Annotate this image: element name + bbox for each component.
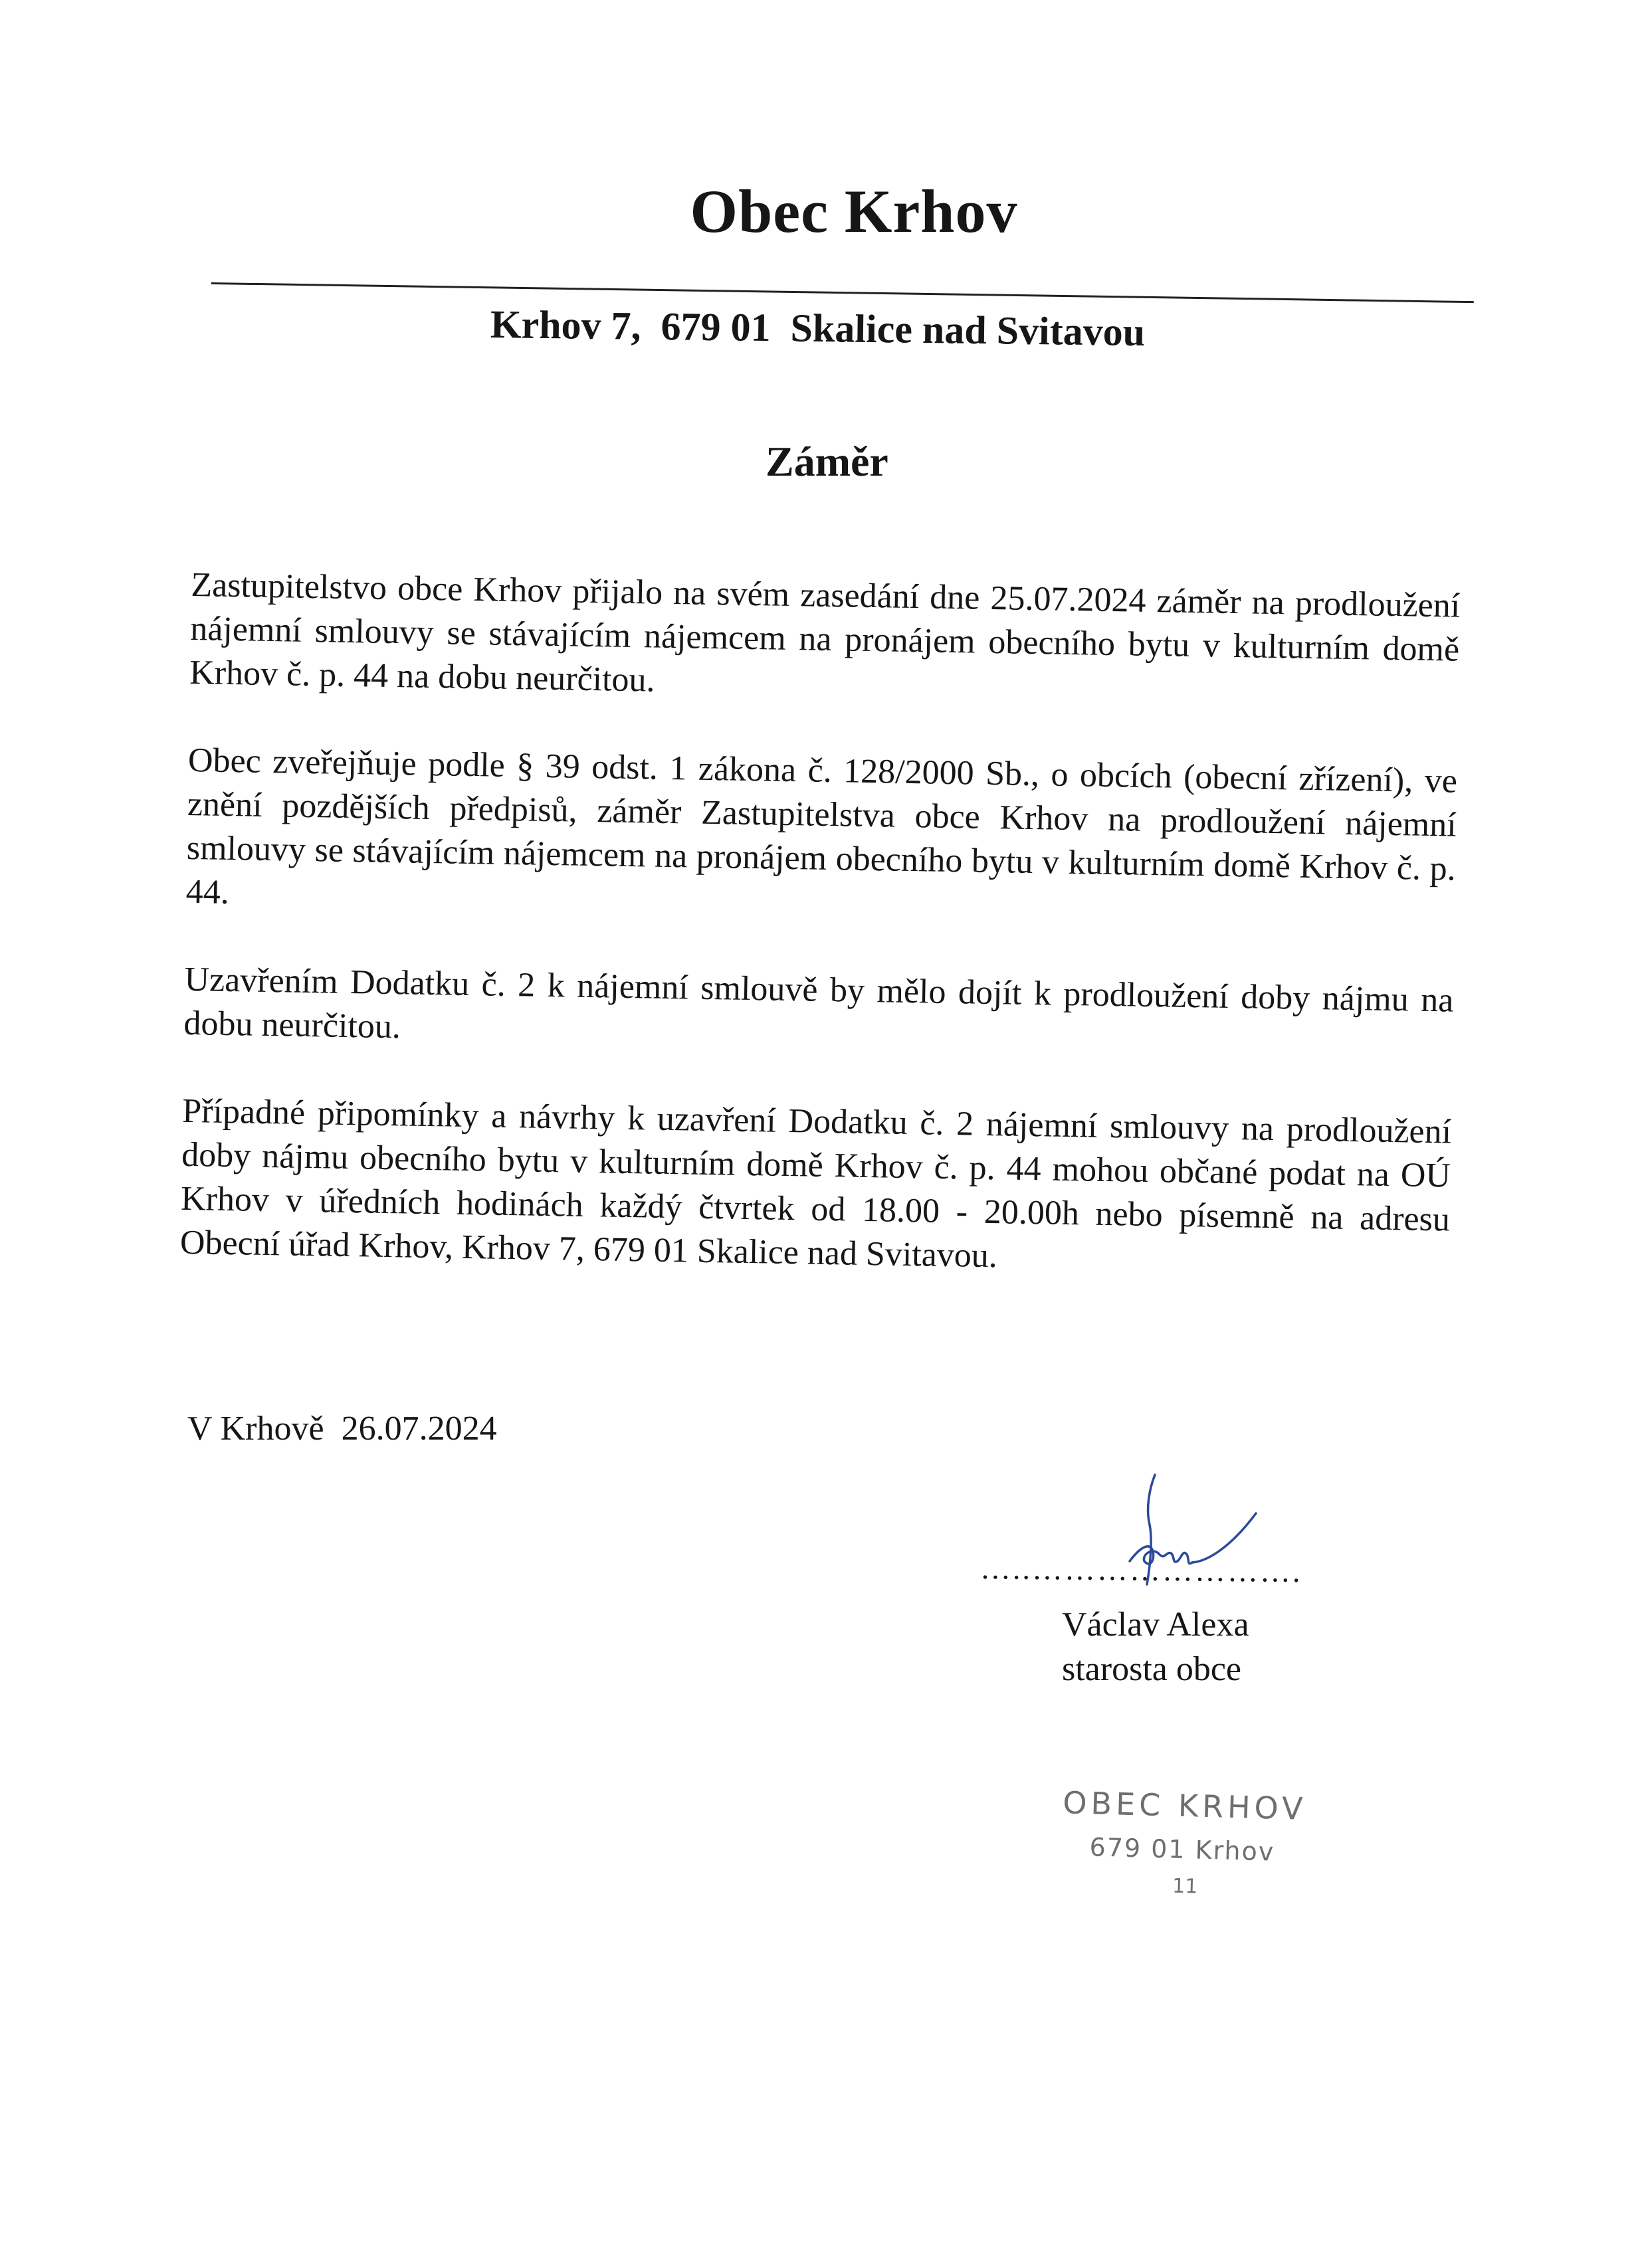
paragraph-3: Uzavřením Dodatku č. 2 k nájemní smlouvě by mělo dojít k prodloužení doby nájmu na dobu neurčitou. (183, 960, 1454, 1046)
document-heading: Záměr (766, 438, 888, 485)
official-stamp (1053, 1784, 1322, 1913)
stamp-line-3: 11 (1172, 1874, 1198, 1899)
signer-role: starosta obce (1062, 1650, 1242, 1688)
paragraph-4: Případné připomínky a návrhy k uzavření Dodatku č. 2 nájemní smlouvy na prodloužení doby nájmu obecního bytu v kulturním domě Krhov č. p. 44 mohou občané podat na OÚ Krhov v úředních hodinách každý čtvrtek od 18.00 - 20.00h nebo písemně na adresu Obecní úřad Krhov, Krhov 7, 679 01 Skalice nad Svitavou. (179, 1091, 1452, 1276)
document-body (179, 563, 1460, 1330)
signer-name: Václav Alexa (1062, 1606, 1249, 1644)
letterhead-address: Krhov 7, 679 01 Skalice nad Svitavou (490, 302, 1146, 355)
page-title: Obec Krhov (690, 177, 1018, 245)
place-and-date: V Krhově 26.07.2024 (187, 1410, 497, 1448)
stamp-line-1: OBEC KRHOV (1062, 1784, 1308, 1827)
signature-line: …..……………………. (979, 1551, 1302, 1589)
paragraph-1: Zastupitelstvo obce Krhov přijalo na svém zasedání dne 25.07.2024 záměr na prodloužení nájemní smlouvy se stávajícím nájemcem na pronájem obecního bytu v kulturním domě Krhov č. p. 44 na dobu neurčitou. (189, 565, 1461, 700)
paragraph-2: Obec zveřejňuje podle § 39 odst. 1 zákona č. 128/2000 Sb., o obcích (obecní zřízení), ve znění pozdějších předpisů, záměr Zastupitelstva obce Krhov na prodloužení nájemní smlouvy se stávajícím nájemcem na pronájem obecního bytu v kulturním domě Krhov č. p. 44. (185, 741, 1458, 912)
header-divider (211, 282, 1474, 303)
stamp-line-2: 679 01 Krhov (1089, 1832, 1275, 1867)
